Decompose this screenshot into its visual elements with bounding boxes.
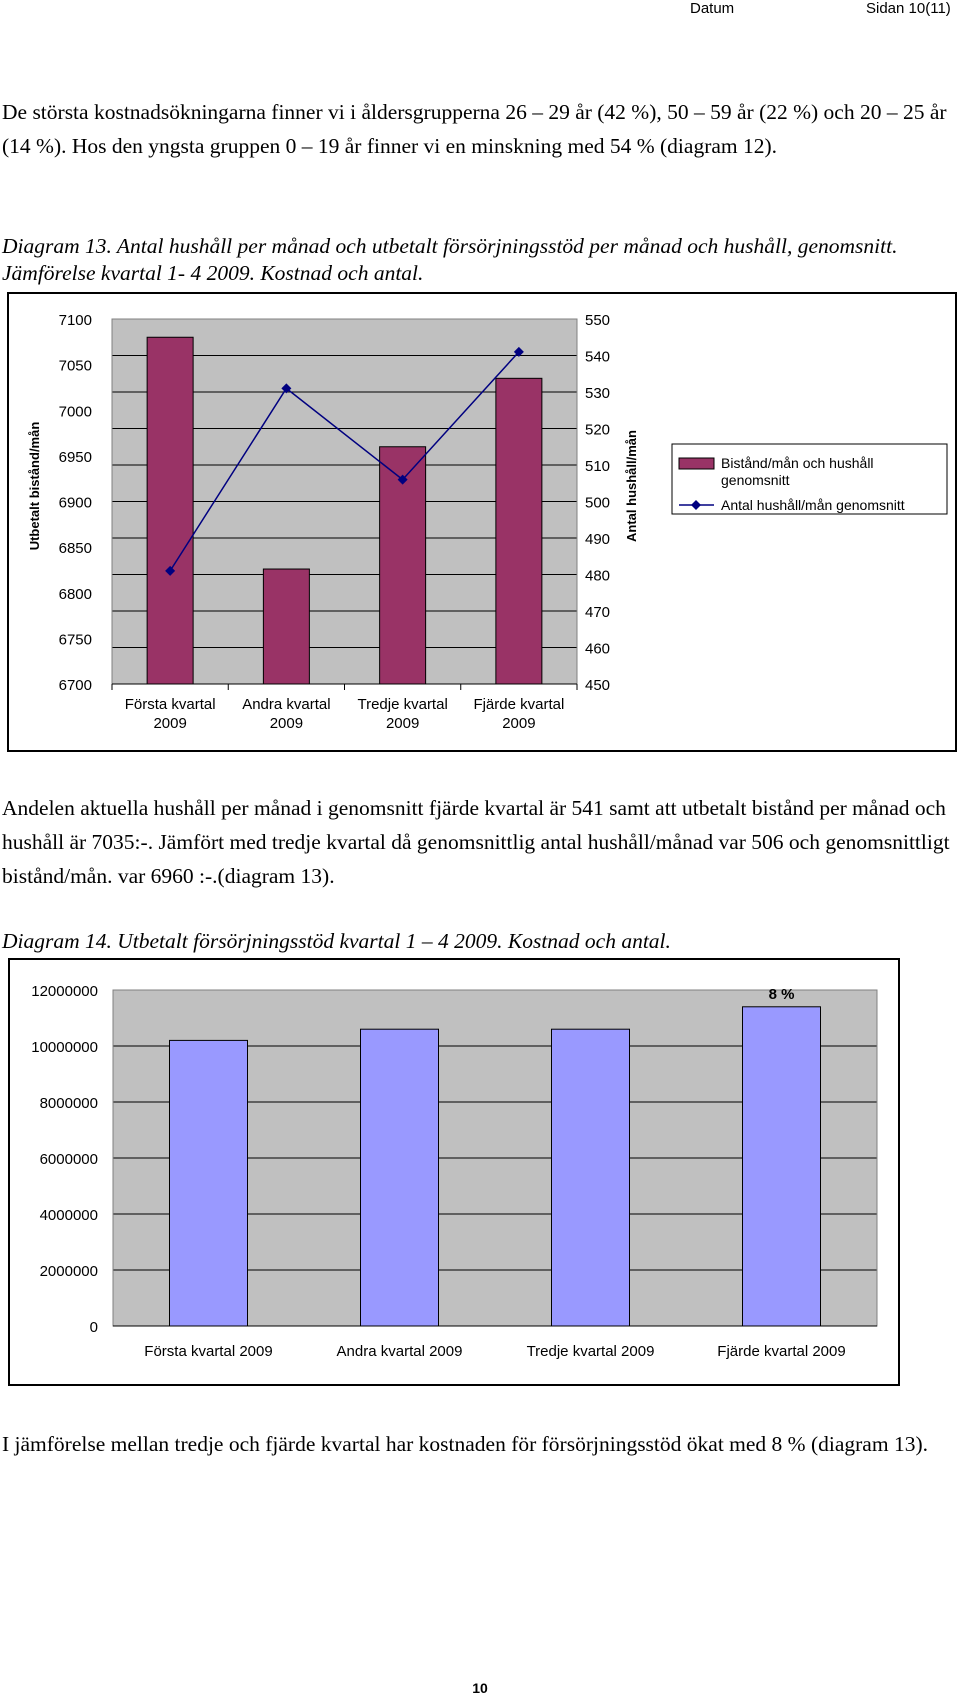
left-tick-label: 7050 xyxy=(58,357,92,375)
bar xyxy=(552,1029,630,1326)
left-tick-label: 6950 xyxy=(58,448,92,466)
y-tick-label: 8000000 xyxy=(39,1095,98,1112)
right-tick-label: 460 xyxy=(585,640,611,658)
left-tick-label: 6850 xyxy=(58,540,92,558)
y-tick-label: 10000000 xyxy=(31,1039,98,1056)
category-label: Tredje kvartal 2009 xyxy=(526,1343,655,1360)
diagram14-chart xyxy=(8,958,900,1386)
intro-paragraph: De största kostnadsökningarna finner vi i åldersgrupperna 26 – 29 år (42 %), 50 – 59 år (22 %) och 20 – 25 år (14 %). Hos den yngsta gruppen 0 – 19 år finner vi en minskning med 54 % (diagram 12). xyxy=(2,100,947,158)
bar xyxy=(263,569,309,684)
right-tick-label: 500 xyxy=(585,494,611,512)
closing-paragraph: I jämförelse mellan tredje och fjärde kvartal har kostnaden för försörjningsstöd ökat med 8 % (diagram 13). xyxy=(2,1432,928,1456)
left-tick-label: 7100 xyxy=(58,312,92,329)
y-tick-label: 0 xyxy=(89,1319,98,1336)
right-tick-label: 520 xyxy=(585,421,611,439)
right-tick-label: 550 xyxy=(585,312,611,329)
category-label: Andra kvartal 2009 xyxy=(336,1343,463,1360)
right-tick-label: 540 xyxy=(585,348,611,366)
category-label: Fjärde kvartal 2009 xyxy=(717,1343,846,1360)
y-tick-label: 12000000 xyxy=(31,983,98,1000)
paragraph-after-13: Andelen aktuella hushåll per månad i genomsnitt fjärde kvartal är 541 samt att utbetalt bistånd per månad och hushåll är 7035:-. Jämfört med tredje kvartal då genomsnittlig antal hushåll/månad var 506 och genomsnittligt bistånd/mån. var 6960 :-.(diagram 13). xyxy=(2,796,950,888)
bar-annotation: 8 % xyxy=(768,985,795,1003)
y-tick-label: 4000000 xyxy=(39,1207,98,1224)
left-axis-title: Utbetalt bistånd/mån xyxy=(27,421,42,551)
diagram13-chart xyxy=(7,292,957,752)
category-label: Fjärde kvartal 2009 xyxy=(473,696,565,732)
category-label: Första kvartal 2009 xyxy=(144,1343,273,1360)
header-page: Sidan 10(11) xyxy=(866,0,951,17)
bar xyxy=(743,1007,821,1326)
y-tick-label: 2000000 xyxy=(39,1263,98,1280)
diagram14-svg xyxy=(10,960,898,1384)
legend-bar-swatch xyxy=(679,458,714,469)
left-tick-label: 7000 xyxy=(58,403,92,421)
right-axis-title: Antal hushåll/mån xyxy=(624,430,639,542)
right-tick-label: 450 xyxy=(585,677,611,694)
right-tick-label: 470 xyxy=(585,604,611,621)
legend-bar-label: Bistånd/mån och hushåll genomsnitt xyxy=(721,455,874,488)
page-number: 10 xyxy=(472,1680,488,1696)
diagram14-caption: Diagram 14. Utbetalt försörjningsstöd kvartal 1 – 4 2009. Kostnad och antal. xyxy=(2,929,671,953)
left-tick-label: 6700 xyxy=(58,677,92,694)
left-tick-label: 6750 xyxy=(58,631,92,649)
legend-line-label: Antal hushåll/mån genomsnitt xyxy=(721,497,905,513)
right-tick-label: 510 xyxy=(585,458,611,475)
right-tick-label: 530 xyxy=(585,385,611,402)
left-tick-label: 6900 xyxy=(58,494,92,512)
bar xyxy=(361,1029,439,1326)
left-tick-label: 6800 xyxy=(58,585,92,603)
right-tick-label: 490 xyxy=(585,531,611,548)
category-label: Tredje kvartal 2009 xyxy=(357,696,448,732)
diagram13-svg xyxy=(9,294,955,750)
bar xyxy=(496,378,542,684)
bar xyxy=(147,337,193,684)
y-tick-label: 6000000 xyxy=(39,1151,98,1168)
header-date: Datum xyxy=(690,0,735,17)
diagram13-caption: Diagram 13. Antal hushåll per månad och utbetalt försörjningsstöd per månad och hushåll, genomsnitt. Jämförelse kvartal 1- 4 2009. Kostnad och antal. xyxy=(2,234,898,285)
right-tick-label: 480 xyxy=(585,567,611,585)
bar xyxy=(170,1040,248,1326)
category-label: Andra kvartal 2009 xyxy=(242,696,331,732)
category-label: Första kvartal 2009 xyxy=(124,696,216,732)
